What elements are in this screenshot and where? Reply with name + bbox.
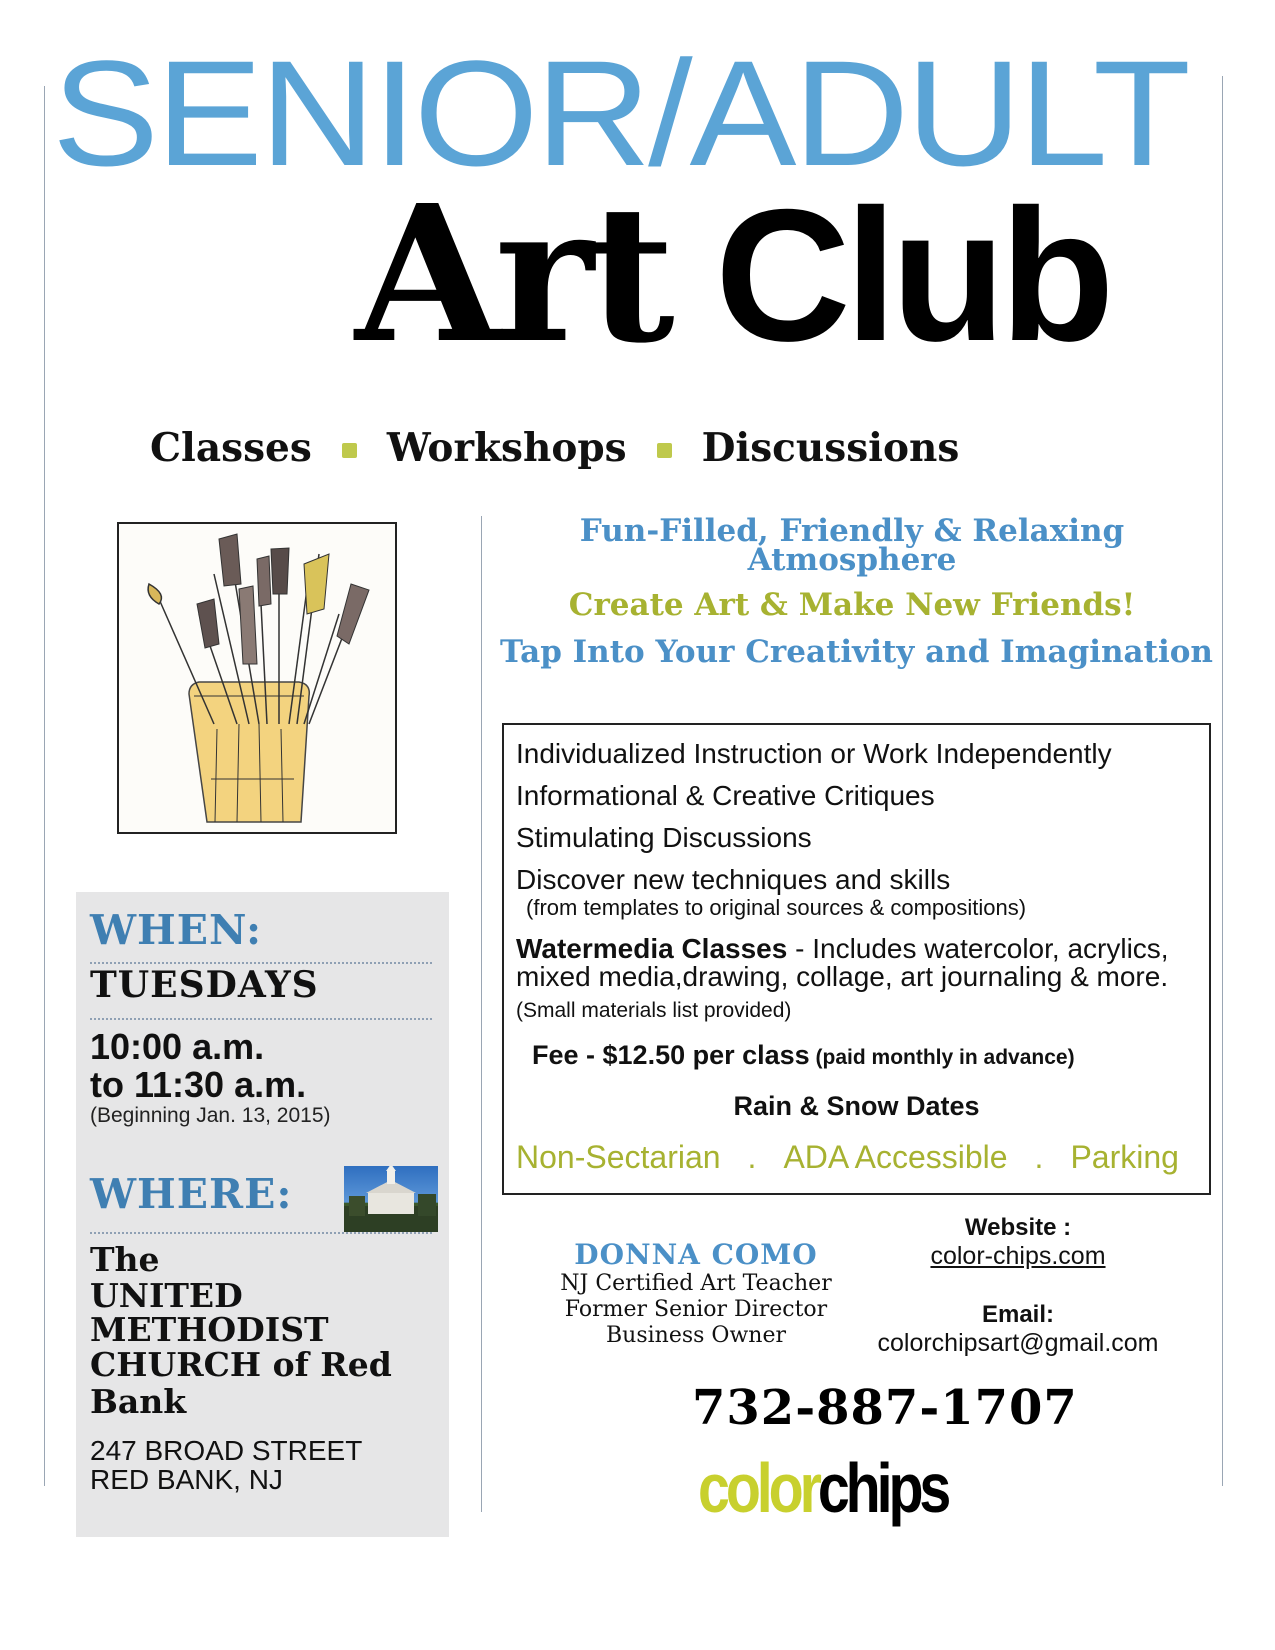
- feature-item: Discover new techniques and skills: [516, 864, 951, 895]
- subtitle-row: [150, 420, 959, 476]
- rain-snow-dates: Rain & Snow Dates: [733, 1091, 980, 1121]
- parking-label: Parking: [1070, 1139, 1179, 1175]
- watermedia-text: - Includes watercolor, acrylics, mixed media,drawing, collage, art journaling & more.: [516, 933, 1169, 992]
- church-line: The: [90, 1240, 160, 1279]
- title-club: Club: [715, 170, 1109, 380]
- website-label: Website :: [964, 1214, 1072, 1241]
- email-link[interactable]: colorchipsart@gmail.com: [877, 1329, 1159, 1357]
- title-art: Art: [355, 164, 669, 385]
- tagline-1b: Atmosphere: [747, 542, 957, 578]
- brush-jar-illustration: [117, 522, 397, 834]
- teacher-credential: Business Owner: [606, 1323, 786, 1348]
- tagline-1: Fun-Filled, Friendly & Relaxing: [579, 513, 1125, 549]
- phone-number: 732-887-1707: [692, 1380, 1078, 1436]
- color-chips-logo: [698, 1448, 947, 1528]
- teacher-credential: Former Senior Director: [564, 1297, 828, 1322]
- time-end: to 11:30 a.m.: [90, 1064, 307, 1105]
- right-rule: [1222, 76, 1223, 1486]
- address-line-1: 247 BROAD STREET: [90, 1435, 363, 1466]
- contact-block: [858, 1214, 1178, 1358]
- ada-accessible-label: ADA Accessible: [783, 1139, 1008, 1175]
- divider: [90, 1232, 432, 1234]
- when-day: TUESDAYS: [90, 964, 319, 1006]
- watermedia-description: [516, 935, 1196, 1025]
- teacher-block: [560, 1238, 832, 1349]
- left-rule: [44, 86, 45, 1486]
- when-heading: WHEN:: [90, 906, 263, 954]
- feature-item: Informational & Creative Critiques: [516, 780, 935, 811]
- church-photo: [344, 1166, 438, 1232]
- non-sectarian-label: Non-Sectarian: [516, 1139, 721, 1175]
- address-line-2: RED BANK, NJ: [90, 1464, 283, 1495]
- features-box: [502, 723, 1211, 1195]
- email-label: Email:: [981, 1301, 1055, 1328]
- bullet-icon: [342, 443, 357, 458]
- title-senior-adult: SENIOR/ADULT: [52, 29, 1188, 197]
- subtitle-classes: Classes: [150, 425, 312, 471]
- separator-dot: .: [747, 1139, 757, 1175]
- divider: [90, 1018, 432, 1020]
- website-link[interactable]: color-chips.com: [930, 1242, 1106, 1270]
- church-line: CHURCH of Red: [90, 1345, 392, 1384]
- church-line: Bank: [90, 1382, 187, 1421]
- watermedia-title: Watermedia Classes: [516, 933, 788, 964]
- subtitle-discussions: Discussions: [701, 425, 960, 471]
- church-line: UNITED: [90, 1276, 243, 1315]
- feature-subnote: (from templates to original sources & compositions): [526, 895, 1027, 920]
- separator-dot: .: [1034, 1139, 1044, 1175]
- fee-line: [532, 1040, 1075, 1071]
- logo-chips-text: chips: [817, 1449, 948, 1527]
- subtitle-workshops: Workshops: [386, 425, 627, 471]
- time-start: 10:00 a.m.: [90, 1026, 265, 1067]
- when-where-panel: [76, 892, 449, 1537]
- fee-amount: Fee - $12.50 per class: [532, 1040, 810, 1070]
- teacher-credential: NJ Certified Art Teacher: [560, 1271, 832, 1296]
- start-date-note: (Beginning Jan. 13, 2015): [90, 1104, 331, 1127]
- fee-note: (paid monthly in advance): [809, 1046, 1075, 1069]
- where-heading: WHERE:: [90, 1170, 293, 1218]
- feature-item: Stimulating Discussions: [516, 822, 812, 853]
- church-line: METHODIST: [90, 1310, 329, 1349]
- tagline-3: Tap Into Your Creativity and Imagination: [500, 634, 1213, 670]
- materials-note: (Small materials list provided): [516, 999, 792, 1022]
- feature-item: Individualized Instruction or Work Independently: [516, 738, 1112, 769]
- teacher-name: DONNA COMO: [574, 1238, 818, 1271]
- accessibility-row: [516, 1139, 1179, 1176]
- logo-color-text: color: [698, 1449, 818, 1527]
- tagline-2: Create Art & Make New Friends!: [568, 587, 1136, 623]
- center-rule: [481, 516, 482, 1512]
- bullet-icon: [657, 443, 672, 458]
